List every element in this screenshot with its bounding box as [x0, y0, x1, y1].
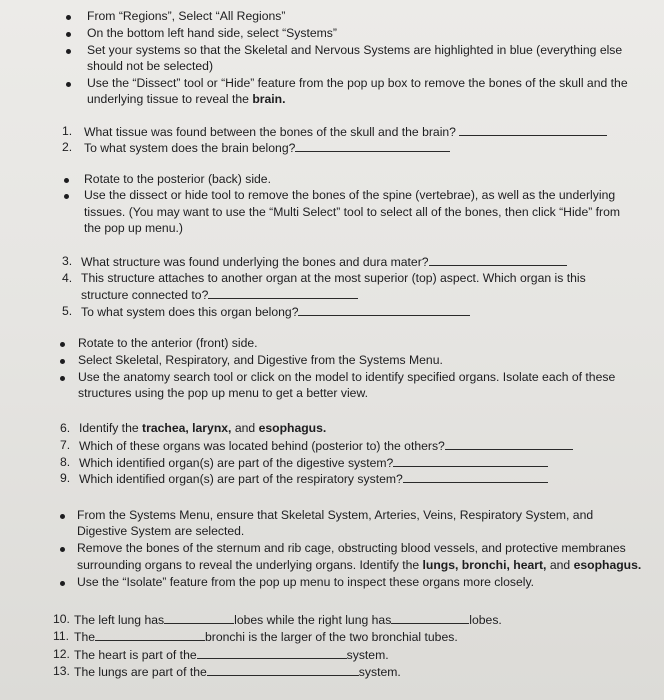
- bullet-dot: [60, 547, 65, 552]
- question-13-text-b: system.: [358, 665, 401, 679]
- instruction-text: tissues. (You may want to use the “Multi Select” tool to select all of the bones, then click “Hide” from: [84, 205, 621, 219]
- instruction-text: Use the “Isolate” feature from the pop up menu to inspect these organs more closely.: [77, 575, 535, 589]
- instruction-text: Use the anatomy search tool or click on the model to identify specified organs. Isolate each of these: [78, 370, 616, 384]
- instruction-text: On the bottom left hand side, select “Systems”: [87, 26, 337, 40]
- answer-blank-5[interactable]: [298, 304, 470, 316]
- emphasis-organs-3: lungs, bronchi, heart,: [422, 558, 547, 572]
- bullet-dot: [60, 514, 65, 519]
- question-number: 12.: [53, 647, 70, 661]
- question-number: 6.: [60, 421, 71, 435]
- instruction-text: the pop up menu.): [84, 221, 183, 235]
- instruction-text: Rotate to the posterior (back) side.: [84, 172, 271, 186]
- question-text: [81, 287, 358, 304]
- question-10-text-a: The left lung has: [74, 613, 165, 627]
- instruction-text: Use the dissect or hide tool to remove the bones of the spine (vertebrae), as well as the underlying: [84, 188, 616, 202]
- question-9-text: Which identified organ(s) are part of the respiratory system?: [79, 472, 403, 486]
- answer-blank-10b[interactable]: [391, 612, 469, 624]
- emphasis-brain: brain.: [252, 92, 286, 106]
- question-number: 7.: [60, 438, 71, 452]
- question-number: 9.: [60, 471, 71, 485]
- question-text: [81, 304, 470, 321]
- question-number: 4.: [62, 271, 73, 285]
- question-number: 3.: [62, 254, 73, 268]
- question-text: [81, 254, 567, 271]
- instruction-text: should not be selected): [87, 59, 214, 73]
- bullet-dot: [64, 194, 69, 199]
- bullet-dot: [66, 32, 71, 37]
- emphasis-organs-1: trachea, larynx,: [142, 421, 232, 435]
- question-text: [79, 455, 548, 472]
- instruction-text: From the Systems Menu, ensure that Skeletal System, Arteries, Veins, Respiratory System, and: [77, 508, 594, 522]
- instruction-text: From “Regions”, Select “All Regions”: [87, 9, 286, 23]
- answer-blank-2[interactable]: [295, 140, 450, 152]
- question-text: [84, 140, 450, 157]
- question-number: 10.: [53, 612, 70, 626]
- instruction-text: Select Skeletal, Respiratory, and Digestive from the Systems Menu.: [78, 353, 443, 367]
- instruction-text: [77, 558, 641, 574]
- question-6-text-mid: and: [231, 421, 259, 435]
- question-text: [79, 471, 548, 488]
- question-4-text-cont: structure connected to?: [81, 288, 209, 302]
- instruction-text: Digestive System are selected.: [77, 524, 245, 538]
- bullet-dot: [66, 49, 71, 54]
- emphasis-organs-2: esophagus.: [258, 421, 327, 435]
- bullet-dot: [60, 581, 65, 586]
- bullet-dot: [60, 376, 65, 381]
- question-13-text-a: The lungs are part of the: [74, 665, 207, 679]
- instruction-text: Set your systems so that the Skeletal and Nervous Systems are highlighted in blue (everything else: [87, 43, 623, 57]
- question-text: [74, 664, 401, 681]
- question-number: 1.: [62, 124, 73, 138]
- answer-blank-1[interactable]: [459, 124, 607, 136]
- question-1-text: What tissue was found between the bones of the skull and the brain?: [84, 125, 456, 139]
- question-12-text-b: system.: [346, 648, 389, 662]
- answer-blank-12[interactable]: [197, 647, 347, 659]
- question-7-text: Which of these organs was located behind (posterior to) the others?: [79, 439, 445, 453]
- bullet-dot: [60, 359, 65, 364]
- question-3-text: What structure was found underlying the bones and dura mater?: [81, 255, 429, 269]
- question-number: 2.: [62, 140, 73, 154]
- instruction-text-part: and: [546, 558, 574, 572]
- instruction-text: Rotate to the anterior (front) side.: [78, 336, 258, 350]
- answer-blank-9[interactable]: [403, 471, 548, 483]
- question-11-text-a: The: [74, 630, 96, 644]
- answer-blank-11[interactable]: [95, 629, 205, 641]
- instruction-text: Remove the bones of the sternum and rib cage, obstructing blood vessels, and protective membranes: [77, 541, 626, 555]
- question-6-text: Identify the: [79, 421, 143, 435]
- answer-blank-3[interactable]: [429, 254, 567, 266]
- bullet-dot: [66, 82, 71, 87]
- question-10-text-b: lobes while the right lung has: [234, 613, 392, 627]
- emphasis-organs-4: esophagus.: [573, 558, 642, 572]
- answer-blank-10a[interactable]: [164, 612, 234, 624]
- question-number: 13.: [53, 664, 70, 678]
- question-text: [84, 124, 607, 141]
- answer-blank-7[interactable]: [445, 438, 573, 450]
- question-number: 5.: [62, 304, 73, 318]
- answer-blank-4[interactable]: [208, 287, 358, 299]
- question-text: [74, 629, 458, 646]
- question-text: This structure attaches to another organ at the most superior (top) aspect. Which organ is this: [81, 271, 586, 285]
- question-8-text: Which identified organ(s) are part of the digestive system?: [79, 456, 394, 470]
- question-text: [74, 647, 389, 664]
- instruction-text: structures using the pop up menu to get a better view.: [78, 386, 368, 400]
- bullet-dot: [60, 342, 65, 347]
- question-text: [79, 438, 573, 455]
- bullet-dot: [66, 15, 71, 20]
- instruction-text: Use the “Dissect” tool or “Hide” feature from the pop up box to remove the bones of the skull and the: [87, 76, 628, 90]
- question-text: [79, 421, 326, 437]
- instruction-text-part: surrounding organs to reveal the underlying organs. Identify the: [77, 558, 423, 572]
- instruction-text: [87, 92, 286, 108]
- question-5-text: To what system does this organ belong?: [81, 305, 299, 319]
- question-10-text-c: lobes.: [469, 613, 502, 627]
- question-number: 8.: [60, 455, 71, 469]
- bullet-dot: [64, 178, 69, 183]
- question-2-text: To what system does the brain belong?: [84, 141, 296, 155]
- question-text: [74, 612, 502, 629]
- question-12-text-a: The heart is part of the: [74, 648, 197, 662]
- instruction-text-part: underlying tissue to reveal the: [87, 92, 253, 106]
- answer-blank-8[interactable]: [393, 455, 548, 467]
- question-number: 11.: [53, 629, 70, 643]
- answer-blank-13[interactable]: [207, 664, 359, 676]
- question-11-text-b: bronchi is the larger of the two bronchial tubes.: [205, 630, 458, 644]
